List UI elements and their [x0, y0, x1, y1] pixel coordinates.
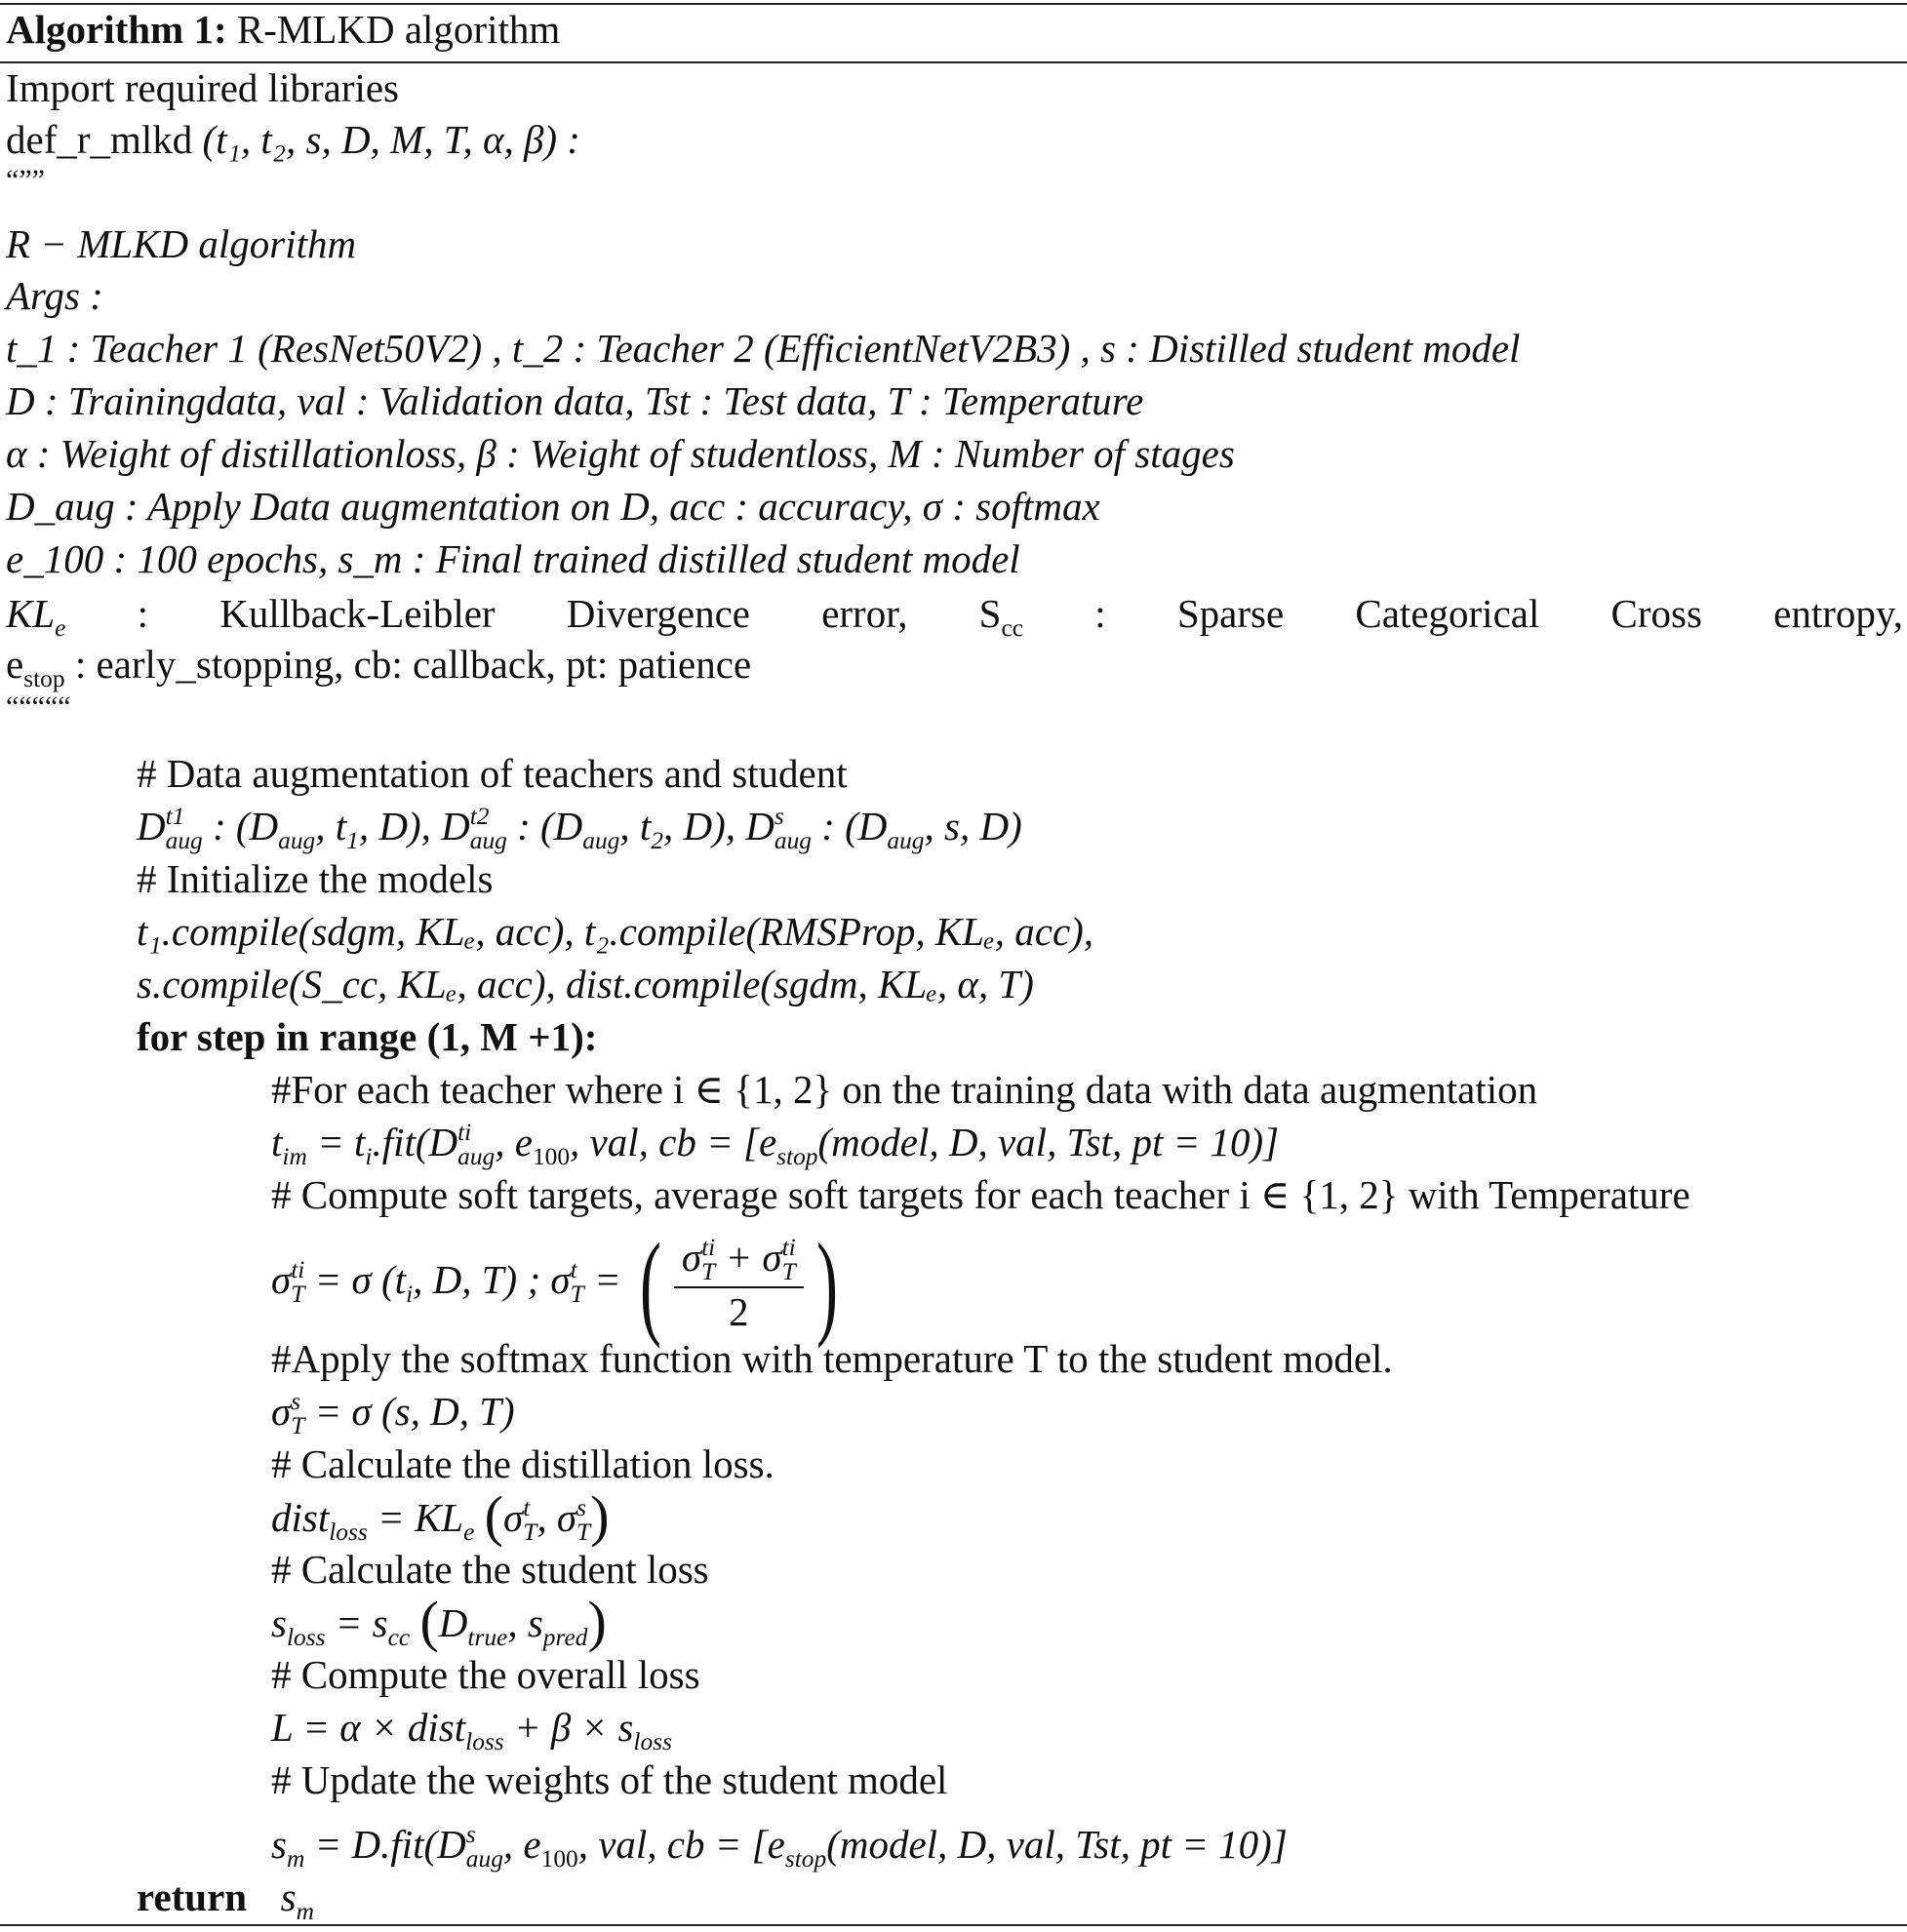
teacher-fit-formula: $t_{im} = t_i.fit(D$ ti aug , $e_{100}$, val, cb = [$e_{stop}(model$, D, val, Tst, pt = 10)]: [271, 1118, 1280, 1171]
arg-line-1: t_1 : Teacher 1 (ResNet50V2) , t_2 : Teacher 2 (EfficientNetV2B3) , s : Distilled student model: [6, 326, 1521, 371]
scc-subscript: cc: [1001, 613, 1024, 642]
algorithm-name: R-MLKD algorithm: [236, 7, 561, 52]
overall-loss-formula: L = α × dist$_{loss}$ + $\beta \times s_{loss}$: [271, 1705, 672, 1755]
function-name: def_r_mlkd: [6, 117, 193, 162]
comment-each-teacher: #For each teacher where i ∈ {1, 2} on the training data with data augmentation: [271, 1067, 1538, 1112]
kl-description: : Kullback-Leibler Divergence error, S: [137, 591, 1002, 636]
distillation-loss-formula: dist$_{loss}$ = $KL_e$ (σ t T , σ s T ): [271, 1484, 610, 1548]
arg-line-5: e_100 : 100 epochs, s_m : Final trained distilled student model: [6, 536, 1020, 581]
return-subscript: m: [296, 1897, 314, 1925]
comment-update-weights: # Update the weights of the student model: [271, 1757, 948, 1802]
def-line: [6, 115, 580, 164]
comment-distillation-loss: # Calculate the distillation loss.: [271, 1441, 775, 1486]
import-line: Import required libraries: [6, 65, 400, 110]
comment-overall-loss: # Compute the overall loss: [271, 1652, 700, 1697]
scc-description: : Sparse Categorical Cross entropy,: [1094, 591, 1904, 636]
arg-line-2: D : Trainingdata, val : Validation data, Tst : Test data, T : Temperature: [6, 378, 1144, 423]
docstring-open: “””: [6, 164, 45, 196]
function-args: (t₁, t₂, s, D, M, T, α, β) :: [202, 117, 580, 162]
algorithm-title: [6, 5, 560, 54]
kl-subscript: e: [55, 613, 66, 642]
student-softmax-formula: σ s T = σ (s, D, T): [271, 1387, 515, 1440]
student-fit-formula: $s_m = D.fit(D$ s aug , $e_{100}$, val, cb = [$e_{stop}(model$, D, val, Tst, pt = 10)]: [271, 1820, 1288, 1873]
comment-data-augmentation: # Data augmentation of teachers and student: [137, 751, 848, 796]
augmentation-formula: D t1 aug : ($D_{aug}$, $t_1$, D), D t2 aug : ($D_{aug}$, $t_2$, D), D s aug : ($D_{aug}$, s, D): [137, 802, 1022, 855]
student-loss-formula: $s_{loss} = s_{cc}$ ($D_{true}$, $s_{pred}$): [271, 1590, 607, 1653]
args-heading: Args :: [6, 273, 103, 318]
compile-line-1: t₁.compile(sdgm, KLₑ, acc), t₂.compile(RMSProp, KLₑ, acc),: [137, 909, 1094, 954]
return-line: [137, 1873, 314, 1927]
comment-initialize: # Initialize the models: [137, 856, 494, 901]
for-loop-header: for step in range (1, M +1):: [137, 1014, 598, 1059]
comment-student-loss: # Calculate the student loss: [271, 1547, 709, 1592]
compile-line-2: s.compile(S_cc, KLₑ, acc), dist.compile(sgdm, KLₑ, α, T): [137, 962, 1034, 1006]
estop-subscript: stop: [23, 664, 65, 692]
kl-symbol: KL: [6, 591, 56, 636]
docstring-title: R − MLKD algorithm: [6, 221, 357, 266]
estop-description: : early_stopping, cb: callback, pt: patience: [74, 642, 752, 687]
docstring-close: “““““: [6, 690, 71, 723]
estop-symbol: e: [6, 642, 24, 687]
arg-line-4: D_aug : Apply Data augmentation on D, acc : accuracy, σ : softmax: [6, 484, 1100, 529]
arg-line-7: [6, 640, 751, 694]
arg-line-6: [6, 587, 1903, 646]
soft-targets-formula: σ ti T = σ ($t_i$, D, T) ; σ t T = ( σ ti T + σ ti T 2 ): [271, 1218, 838, 1349]
comment-soft-targets: # Compute soft targets, average soft targets for each teacher i ∈ {1, 2} with Temperature: [271, 1172, 1690, 1217]
arg-line-3: α : Weight of distillationloss, β : Weight of studentloss, M : Number of stages: [6, 431, 1235, 476]
algorithm-label: Algorithm 1:: [6, 7, 227, 52]
return-value: s: [280, 1874, 297, 1919]
return-keyword: return: [137, 1874, 248, 1919]
comment-apply-softmax: #Apply the softmax function with temperature T to the student model.: [271, 1336, 1393, 1381]
